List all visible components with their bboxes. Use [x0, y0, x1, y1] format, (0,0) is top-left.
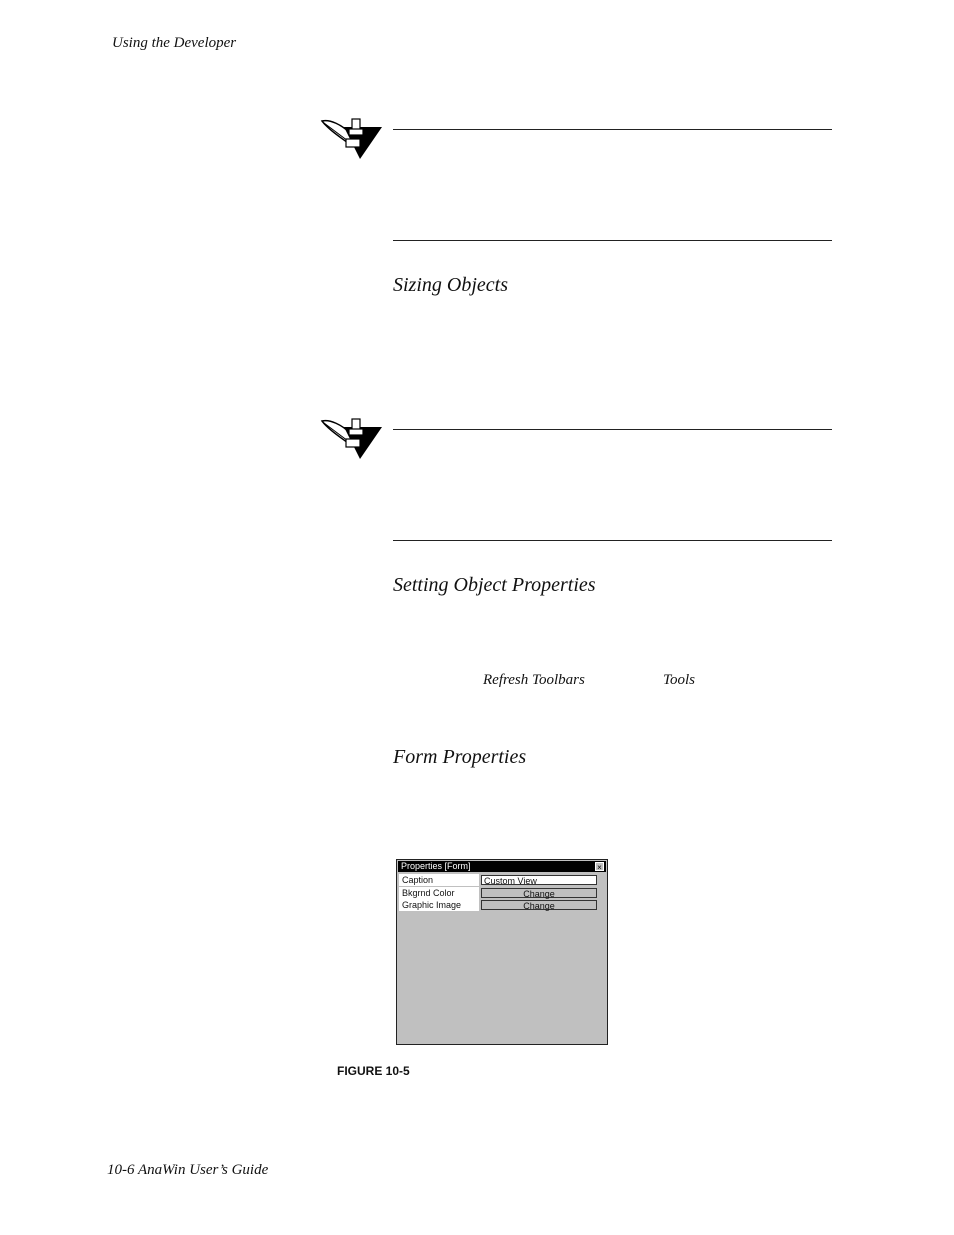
page-footer: 10-6 AnaWin User’s Guide [107, 1162, 269, 1178]
property-row-graphic-image [399, 899, 597, 911]
note-top-rule [393, 129, 832, 130]
inline-term-refresh-toolbars: Refresh Toolbars [483, 672, 585, 688]
note-top-rule [393, 429, 832, 430]
properties-window [396, 859, 608, 1045]
section-heading-setting-object-properties: Setting Object Properties [393, 574, 596, 596]
running-head: Using the Developer [112, 35, 237, 51]
properties-window-titlebar [398, 861, 606, 872]
note-icon [320, 417, 384, 463]
caption-input[interactable]: Custom View [481, 875, 597, 885]
bkgrnd-color-change-button[interactable]: Change [481, 888, 597, 898]
property-label: Caption [399, 874, 479, 886]
graphic-image-change-button[interactable]: Change [481, 900, 597, 910]
inline-term-tools: Tools [663, 672, 695, 688]
property-row-bkgrnd-color [399, 887, 597, 899]
note-bottom-rule [393, 540, 832, 541]
property-row-caption [399, 874, 597, 886]
properties-window-title: Properties [Form] [401, 861, 471, 871]
property-label: Bkgrnd Color [399, 887, 479, 899]
section-heading-sizing-objects: Sizing Objects [393, 274, 508, 296]
close-icon[interactable]: × [595, 862, 604, 871]
section-heading-form-properties: Form Properties [393, 746, 527, 768]
property-label: Graphic Image [399, 899, 479, 911]
note-icon [320, 117, 384, 163]
figure-caption: FIGURE 10-5 [337, 1064, 410, 1078]
note-bottom-rule [393, 240, 832, 241]
